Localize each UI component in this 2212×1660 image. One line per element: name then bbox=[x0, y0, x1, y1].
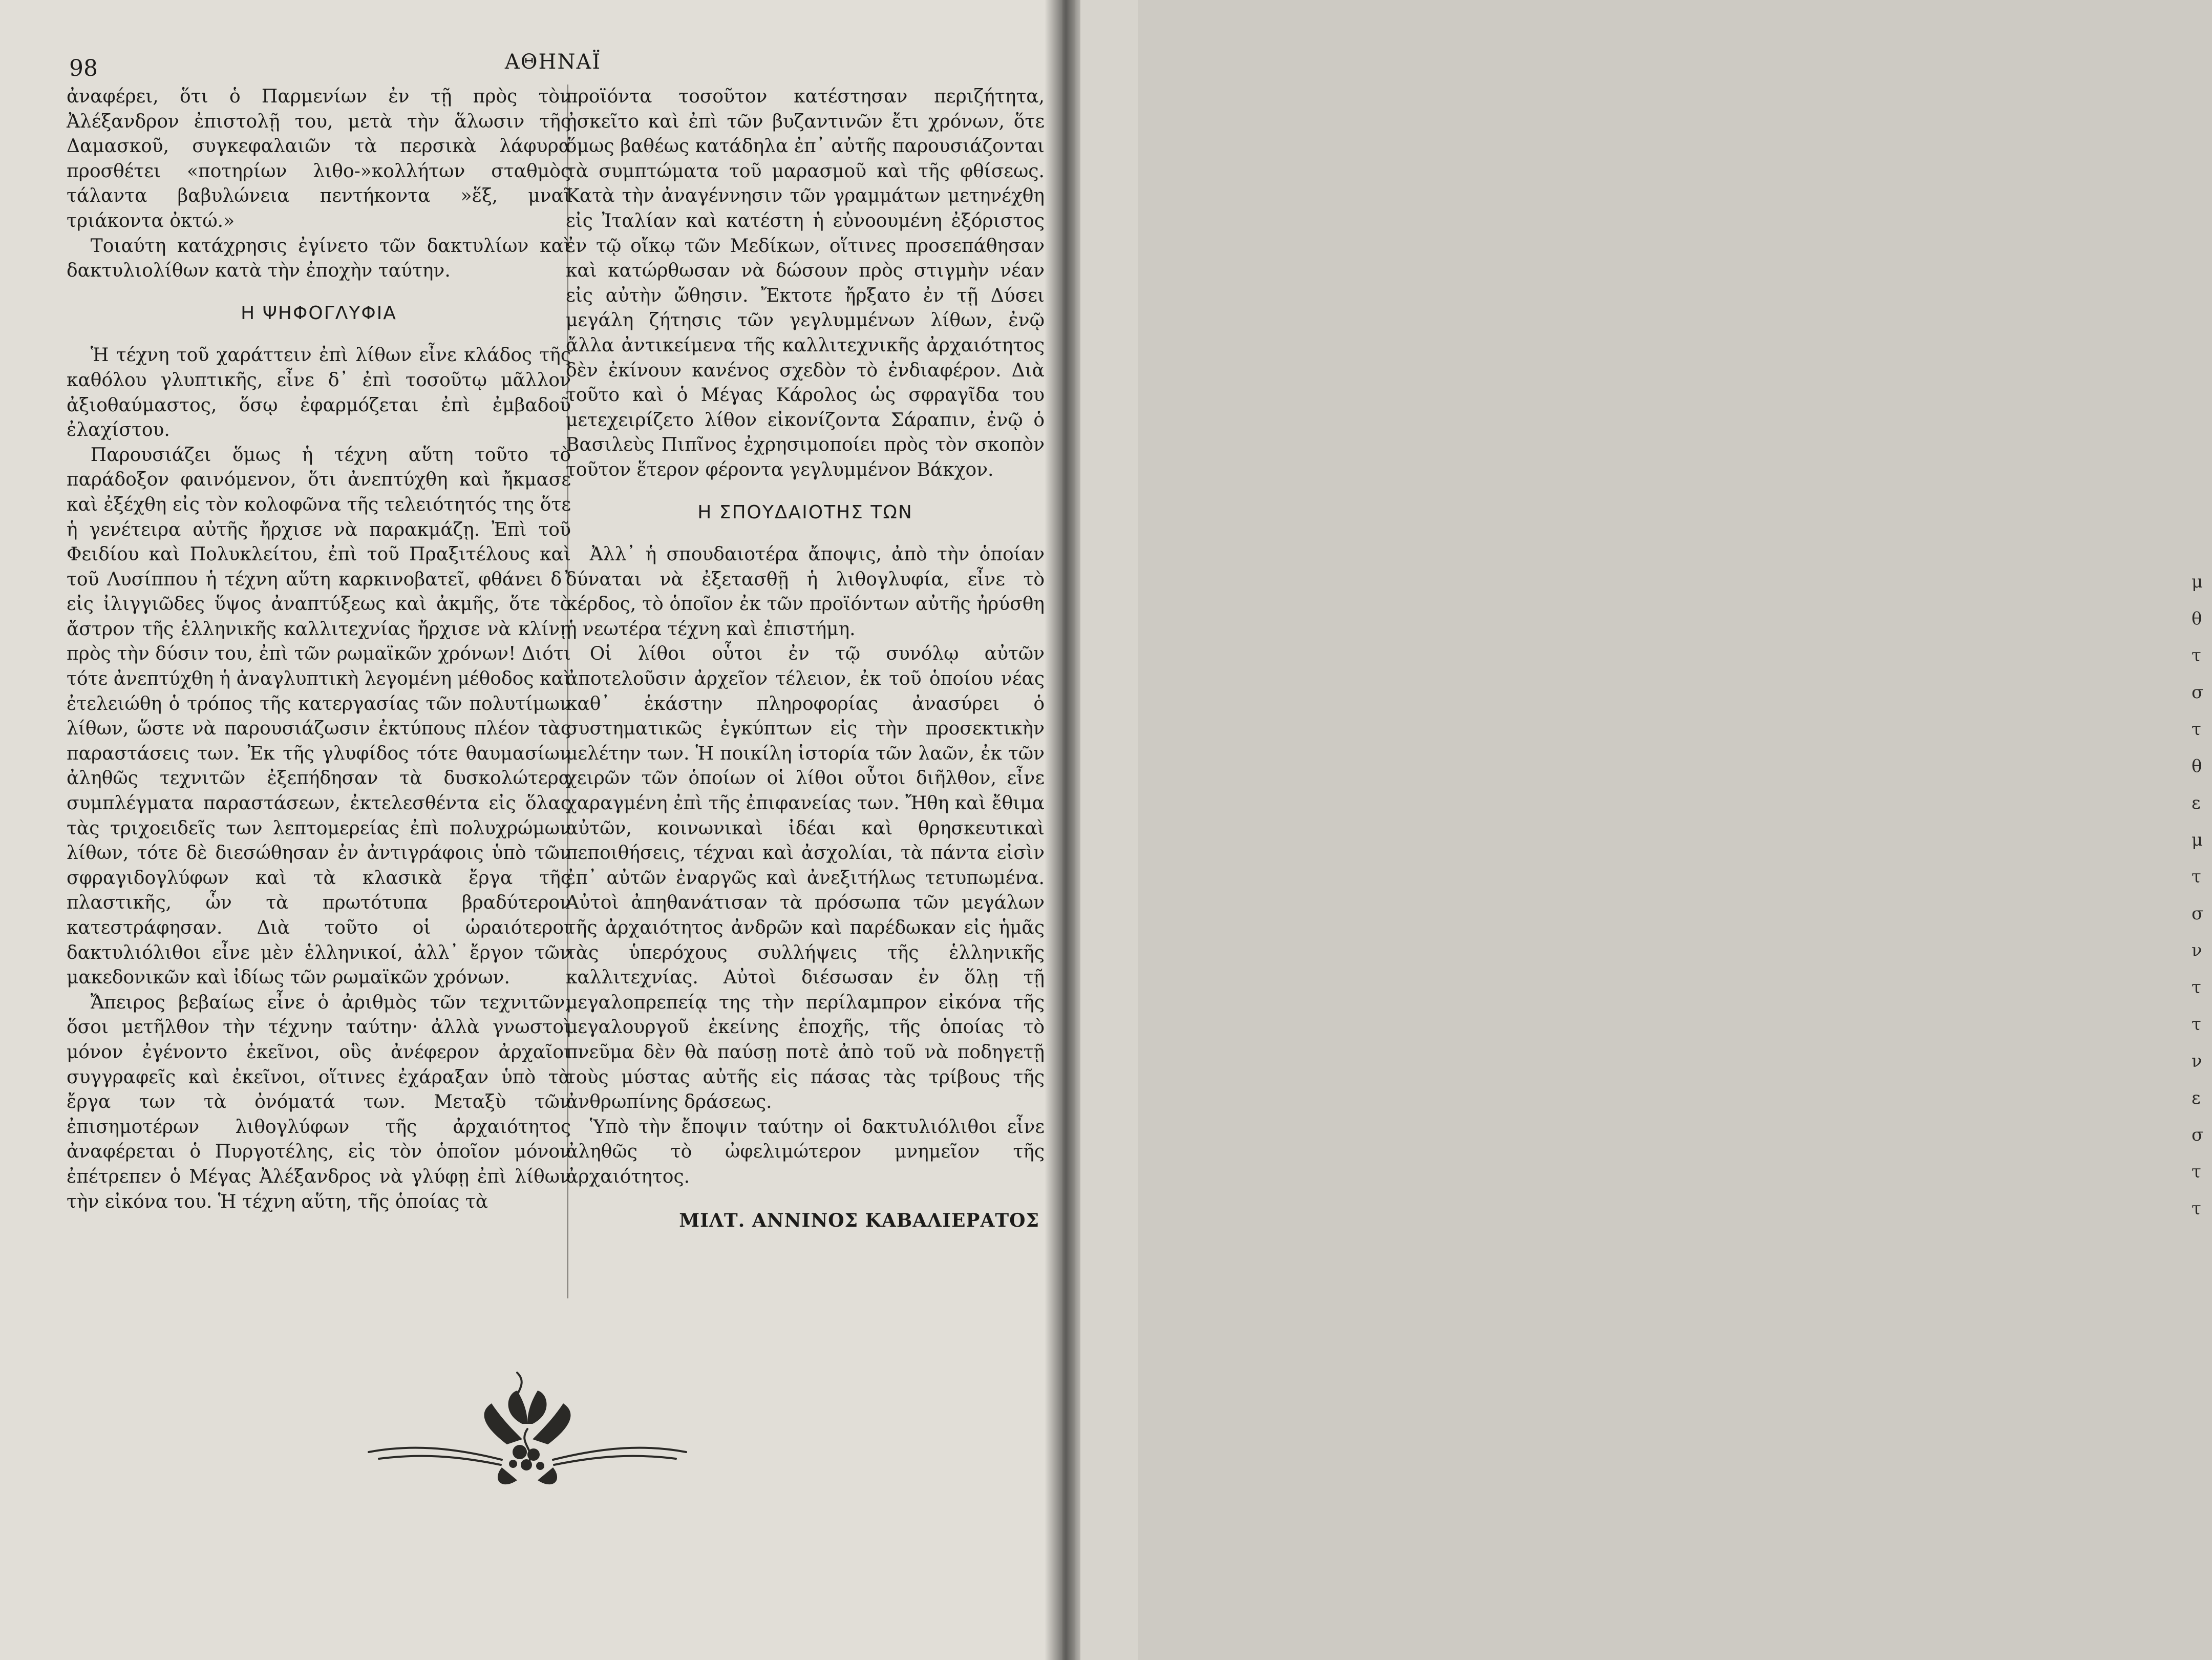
page-number: 98 bbox=[69, 55, 98, 81]
edge-letter: τ bbox=[2192, 645, 2201, 666]
edge-letter: ν bbox=[2192, 1051, 2202, 1071]
paragraph: Ἡ τέχνη τοῦ χαράττειν ἐπὶ λίθων εἶνε κλάδος τῆς καθόλου γλυπτικῆς, εἶνε δ᾽ ἐπὶ τοσοῦτῳ μᾶλλον ἀξιοθαύμαστος, ὅσῳ ἐφαρμόζεται ἐπὶ ἐμβαδοῦ ἐλαχίστου. bbox=[67, 345, 571, 441]
section-heading: Η ΣΠΟΥΔΑΙΟΤΗΣ ΤΩΝ bbox=[697, 501, 913, 523]
facing-page-letters bbox=[2192, 563, 2212, 1227]
paragraph: Οἱ λίθοι οὗτοι ἐν τῷ συνόλῳ αὐτῶν ἀποτελοῦσιν ἀρχεῖον τέλειον, ἐκ τοῦ ὁποίου νέας καθ᾽ ἑκάστην πληροφορίας ἀνασύρει ὁ συστηματικῶς ἐγκύπτων εἰς τὴν προσεκτικὴν μελέτην των. Ἡ ποικίλη ἱστορία τῶν λαῶν, ἐκ τῶν χειρῶν τῶν ὁποίων οἱ λίθοι οὗτοι διῆλθον, εἶνε χαραγμένη ἐπὶ τῆς ἐπιφανείας των. Ἤθη καὶ ἔθιμα αὐτῶν, κοινωνικαὶ ἰδέαι καὶ θρησκευτικαὶ πεποιθήσεις, τέχναι καὶ ἀσχολίαι, τὰ πάντα εἰσὶν ἐπ᾽ αὐτῶν ἐναργῶς καὶ ἀνεξιτήλως τετυπωμένα. Αὐτοὶ ἀπηθανάτισαν τὰ πρόσωπα τῶν μεγάλων τῆς ἀρχαιότητος ἀνδρῶν καὶ παρέδωκαν εἰς ἡμᾶς τὰς ὑπερόχους συλλήψεις τῆς ἑλληνικῆς καλλιτεχνίας. Αὐτοὶ διέσωσαν ἐν ὅλῃ τῇ μεγαλοπρεπείᾳ της τὴν περίλαμπρον εἰκόνα τῆς μεγαλουργοῦ ἐκείνης ἐποχῆς, τῆς ὁποίας τὸ πνεῦμα δὲν θὰ παύσῃ ποτὲ ἀπὸ τοῦ νὰ ποδηγετῇ τοὺς μύστας αὐτῆς εἰς πάσας τὰς τρίβους τῆς ἀνθρωπίνης δράσεως. bbox=[566, 643, 1045, 1113]
edge-letter: σ bbox=[2192, 903, 2204, 924]
edge-letter: τ bbox=[2192, 1199, 2201, 1219]
right-column bbox=[566, 85, 1045, 1233]
edge-letter: σ bbox=[2192, 682, 2204, 703]
page-header bbox=[61, 45, 1045, 81]
edge-letter: ε bbox=[2192, 793, 2201, 813]
edge-letter: θ bbox=[2192, 756, 2202, 776]
edge-letter: θ bbox=[2192, 608, 2202, 629]
floral-ornament-icon bbox=[348, 1342, 707, 1506]
paragraph: Τοιαύτη κατάχρησις ἐγίνετο τῶν δακτυλίων καὶ δακτυλιολίθων κατὰ τὴν ἐποχὴν ταύτην. bbox=[67, 235, 571, 282]
edge-letter: τ bbox=[2192, 1014, 2201, 1035]
edge-letter: τ bbox=[2192, 867, 2201, 887]
edge-letter: μ bbox=[2192, 830, 2203, 850]
edge-letter: μ bbox=[2192, 572, 2203, 592]
edge-letter: ν bbox=[2192, 940, 2202, 961]
edge-letter: τ bbox=[2192, 977, 2201, 998]
facing-page-edge bbox=[1075, 0, 2204, 1660]
paragraph: Παρουσιάζει ὅμως ἡ τέχνη αὕτη τοῦτο τὸ παράδοξον φαινόμενον, ὅτι ἀνεπτύχθη καὶ ἤκμασε καὶ ἐξέχθη εἰς τὸν κολοφῶνα τῆς τελειότητός της ὅτε ἡ γενέτειρα αὐτῆς ἤρχισε νὰ παρακμάζῃ. Ἐπὶ τοῦ Φειδίου καὶ Πολυκλείτου, ἐπὶ τοῦ Πραξιτέλους καὶ τοῦ Λυσίππου ἡ τέχνη αὕτη καρκινοβατεῖ, φθάνει δ᾽ εἰς ἰλιγγιῶδες ὕψος ἀναπτύξεως καὶ ἀκμῆς, ὅτε τὸ ἄστρον τῆς ἑλληνικῆς καλλιτεχνίας ἤρχισε νὰ κλίνῃ πρὸς τὴν δύσιν του, ἐπὶ τῶν ρωμαϊκῶν χρόνων! Διότι τότε ἀνεπτύχθη ἡ ἀναγλυπτικὴ λεγομένη μέθοδος καὶ ἐτελειώθη ὁ τρόπος τῆς κατεργασίας τῶν πολυτίμων λίθων, ὥστε νὰ παρουσιάζωσιν ἐκτύπους πλέον τὰς παραστάσεις των. Ἐκ τῆς γλυφίδος τότε θαυμασίων ἀληθῶς τεχνιτῶν ἐξεπήδησαν τὰ δυσκολώτερα συμπλέγματα παραστάσεων, ἐκτελεσθέντα εἰς ὅλας τὰς τριχοειδεῖς των λεπτομερείας ἐπὶ πολυχρώμων λίθων, τότε δὲ διεσώθησαν ἐν ἀντιγράφοις ὑπὸ τῶν σφραγιδογλύφων καὶ τὰ κλασικὰ ἔργα τῆς πλαστικῆς, ὧν τὰ πρωτότυπα βραδύτερον κατεστράφησαν. Διὰ τοῦτο οἱ ὡραιότεροι δακτυλιόλιθοι εἶνε μὲν ἑλληνικοί, ἀλλ᾽ ἔργον τῶν μακεδονικῶν καὶ ἰδίως τῶν ρωμαϊκῶν χρόνων. bbox=[67, 444, 571, 989]
paragraph: Ἀλλ᾽ ἡ σπουδαιοτέρα ἄποψις, ἀπὸ τὴν ὁποίαν δύναται νὰ ἐξετασθῇ ἡ λιθογλυφία, εἶνε τὸ κέρδος, τὸ ὁποῖον ἐκ τῶν προϊόντων αὐτῆς ἠρύσθη ἡ νεωτέρα τέχνη καὶ ἐπιστήμη. bbox=[566, 544, 1045, 640]
edge-letter: ε bbox=[2192, 1088, 2201, 1108]
edge-letter: τ bbox=[2192, 1162, 2201, 1182]
section-heading: Η ΨΗΦΟΓΛΥΦΙΑ bbox=[241, 302, 397, 324]
author-signature: ΜΙΛΤ. ΑΝΝΙΝΟΣ ΚΑΒΑΛΙΕΡΑΤΟΣ bbox=[679, 1209, 1039, 1231]
running-head: ΑΘΗΝΑΪ bbox=[504, 50, 602, 74]
paragraph: Ὑπὸ τὴν ἔποψιν ταύτην οἱ δακτυλιόλιθοι εἶνε ἀληθῶς τὸ ὠφελιμώτερον μνημεῖον τῆς ἀρχαιότητος. bbox=[566, 1116, 1045, 1187]
paragraph: ἀναφέρει, ὅτι ὁ Παρμενίων ἐν τῇ πρὸς τὸν Ἀλέξανδρον ἐπιστολῇ του, μετὰ τὴν ἅλωσιν τῆς Δαμασκοῦ, συγκεφαλαιῶν τὰ περσικὰ λάφυρα προσθέτει «ποτηρίων λιθο-»κολλήτων σταθμὸς τάλαντα βαβυλώνεια πεντήκοντα »ἕξ, μναῖ τριάκοντα ὀκτώ.» bbox=[67, 86, 571, 232]
paragraph: Ἄπειρος βεβαίως εἶνε ὁ ἀριθμὸς τῶν τεχνιτῶν, ὅσοι μετῆλθον τὴν τέχνην ταύτην· ἀλλὰ γνωστοὶ μόνον ἐγένοντο ἐκεῖνοι, οὓς ἀνέφερον ἀρχαῖοι συγγραφεῖς καὶ ἐκεῖνοι, οἵτινες ἐχάραξαν ὑπὸ τὰ ἔργα των τὰ ὀνόματά των. Μεταξὺ τῶν ἐπισημοτέρων λιθογλύφων τῆς ἀρχαιότητος ἀναφέρεται ὁ Πυργοτέλης, εἰς τὸν ὁποῖον μόνον ἐπέτρεπεν ὁ Μέγας Ἀλέξανδρος νὰ γλύφῃ ἐπὶ λίθων τὴν εἰκόνα του. Ἡ τέχνη αὕτη, τῆς ὁποίας τὰ bbox=[67, 992, 571, 1212]
paragraph: προϊόντα τοσοῦτον κατέστησαν περιζήτητα, ἠσκεῖτο καὶ ἐπὶ τῶν βυζαντινῶν ἔτι χρόνων, ὅτε ὅμως βαθέως κατάδηλα ἐπ᾽ αὐτῆς παρουσιάζονται τὰ συμπτώματα τοῦ μαρασμοῦ καὶ τῆς φθίσεως. Κατὰ τὴν ἀναγέννησιν τῶν γραμμάτων μετηνέχθη εἰς Ἰταλίαν καὶ κατέστη ἡ εὐνοουμένη ἐξόριστος ἐν τῷ οἴκῳ τῶν Μεδίκων, οἵτινες προσεπάθησαν καὶ κατώρθωσαν νὰ δώσουν πρὸς στιγμὴν νέαν εἰς αὐτὴν ὤθησιν. Ἔκτοτε ἤρξατο ἐν τῇ Δύσει μεγάλη ζήτησις τῶν γεγλυμμένων λίθων, ἐνῷ ἄλλα ἀντικείμενα τῆς καλλιτεχνικῆς ἀρχαιότητος δὲν ἐκίνουν κανένος σχεδὸν τὸ ἐνδιαφέρον. Διὰ τοῦτο καὶ ὁ Μέγας Κάρολος ὡς σφραγῖδα του μετεχειρίζετο λίθον εἰκονίζοντα Σάραπιν, ἐνῷ ὁ Βασιλεὺς Πιπῖνος ἐχρησιμοποίει πρὸς τὸν σκοπὸν τοῦτον ἕτερον φέροντα γεγλυμμένον Βάκχον. bbox=[566, 86, 1045, 480]
left-column bbox=[67, 85, 571, 1214]
edge-letter: τ bbox=[2192, 719, 2201, 740]
edge-letter: σ bbox=[2192, 1125, 2204, 1145]
book-gutter bbox=[1045, 0, 1080, 1660]
